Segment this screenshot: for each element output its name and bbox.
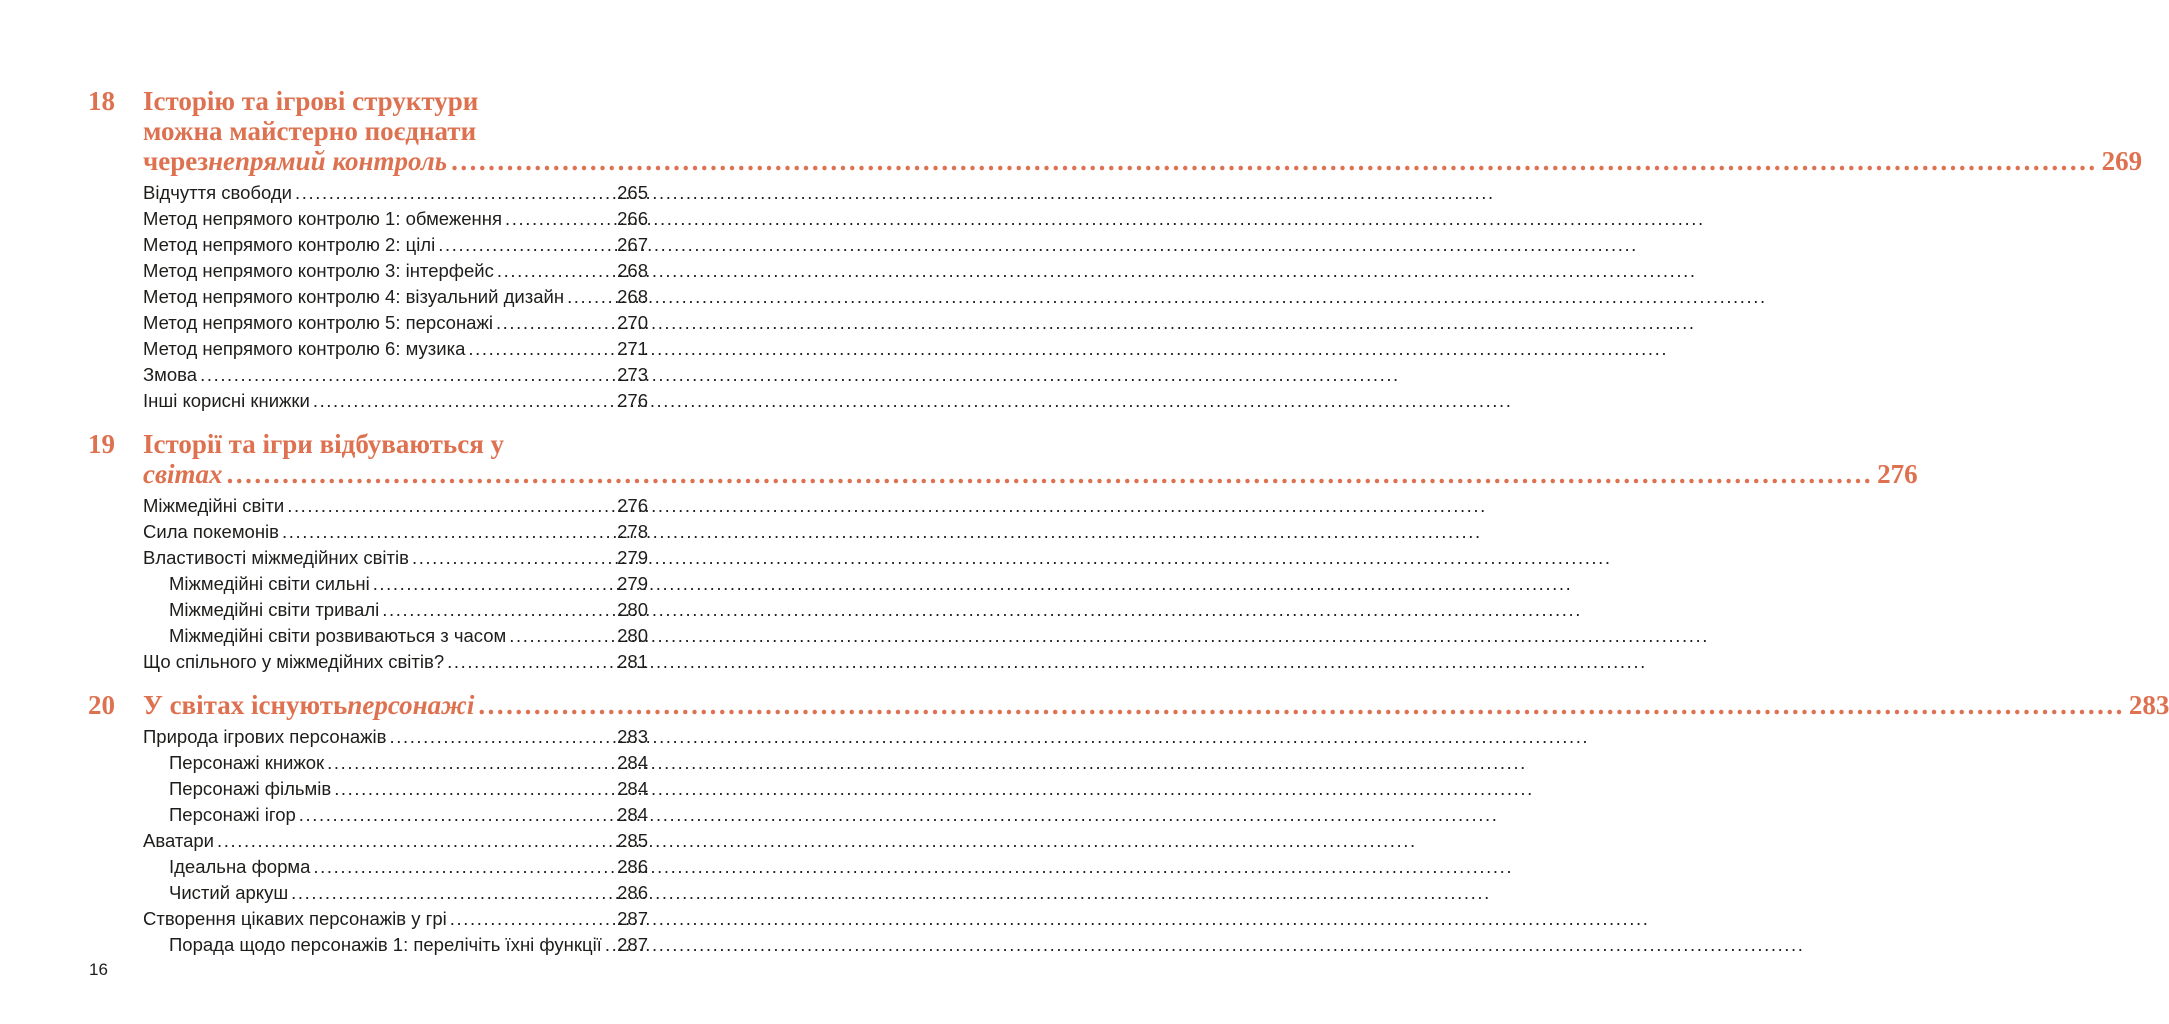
chapter-number: 19 [88, 429, 115, 459]
dot-leader [310, 854, 614, 880]
entry-page-number: 270 [617, 312, 648, 333]
toc-entry [143, 388, 648, 414]
toc-entry [143, 180, 648, 206]
entry-label: Інші корисні книжки [143, 390, 310, 411]
toc-entry [143, 310, 648, 336]
entry-page-number: 286 [617, 882, 648, 903]
toc-entry [143, 802, 648, 828]
dot-leader [288, 880, 614, 906]
entry-page-number: 278 [617, 521, 648, 542]
entry-label: Порада щодо персонажів 1: перелічіть їхні функції [169, 934, 602, 955]
dot-leader [502, 206, 614, 232]
toc-entry-list [143, 180, 648, 414]
entry-page-number: 286 [617, 856, 648, 877]
entry-label: Чистий аркуш [169, 882, 289, 903]
toc-entry [143, 724, 648, 750]
toc-entry [143, 232, 648, 258]
entry-page-number: 268 [617, 260, 648, 281]
chapter-heading [88, 86, 2143, 176]
entry-label: Аватари [143, 830, 215, 851]
entry-page-number: 276 [617, 495, 648, 516]
entry-page-number: 280 [617, 599, 648, 620]
entry-label: Ідеальна форма [169, 856, 311, 877]
toc-entry [143, 906, 648, 932]
entry-page-number: 287 [617, 908, 648, 929]
entry-page-number: 285 [617, 830, 648, 851]
chapter-heading [88, 429, 1918, 489]
toc-chapter [88, 86, 2143, 414]
dot-leader [292, 180, 614, 206]
entry-label: Міжмедійні світи [143, 495, 285, 516]
dot-leader [386, 724, 614, 750]
entry-label: Відчуття свободи [143, 182, 293, 203]
entry-label: Змова [143, 364, 198, 385]
chapter-title-line [143, 116, 2142, 146]
title-part: через [143, 146, 209, 176]
entry-label: Метод непрямого контролю 6: музика [143, 338, 466, 359]
toc-entry [143, 493, 648, 519]
title-part-italic: персонажі [347, 690, 475, 720]
entry-page-number: 267 [617, 234, 648, 255]
entry-page-number: 280 [617, 625, 648, 646]
title-part: У світах існують [143, 690, 348, 720]
entry-label: Метод непрямого контролю 4: візуальний дизайн [143, 286, 565, 307]
dot-leader [506, 623, 614, 649]
entry-label: Персонажі ігор [169, 804, 296, 825]
dot-leader [493, 310, 614, 336]
dot-leader [296, 802, 614, 828]
toc-entry [143, 932, 648, 958]
entry-page-number: 284 [617, 804, 648, 825]
entry-page-number: 279 [617, 547, 648, 568]
entry-label: Метод непрямого контролю 5: персонажі [143, 312, 493, 333]
entry-page-number: 266 [617, 208, 648, 229]
title-part-italic: світах [143, 459, 223, 489]
dot-leader [474, 690, 2125, 720]
chapter-title-line [143, 690, 2169, 720]
toc-entry [143, 854, 648, 880]
entry-page-number: 276 [617, 390, 648, 411]
toc-entry [143, 828, 648, 854]
chapter-heading [88, 690, 2169, 720]
entry-page-number: 268 [617, 286, 648, 307]
chapter-title-line [143, 86, 2142, 116]
entry-label: Метод непрямого контролю 2: цілі [143, 234, 436, 255]
entry-label: Персонажі книжок [169, 752, 325, 773]
entry-page-number: 284 [617, 778, 648, 799]
dot-leader [331, 776, 614, 802]
toc-chapter [88, 690, 2169, 958]
toc-chapter [88, 429, 1918, 675]
chapter-title-line [143, 459, 1918, 489]
toc-chapters [88, 86, 2169, 973]
toc-entry [143, 545, 648, 571]
dot-leader [447, 906, 614, 932]
title-part: Історії та ігри відбуваються у [143, 429, 505, 459]
toc-entry [143, 571, 648, 597]
entry-page-number: 279 [617, 573, 648, 594]
chapter-title-line [143, 146, 2142, 176]
title-part: можна майстерно поєднати [143, 116, 477, 146]
dot-leader [197, 362, 614, 388]
title-part: Історію та ігрові структури [143, 86, 479, 116]
title-part-italic: непрямий контроль [208, 146, 448, 176]
entry-label: Створення цікавих персонажів у грі [143, 908, 447, 929]
dot-leader [494, 258, 614, 284]
chapter-page-number: 269 [2101, 146, 2143, 176]
dot-leader [310, 388, 614, 414]
entry-page-number: 283 [617, 726, 648, 747]
folio-page-number: 16 [89, 960, 108, 979]
dot-leader [447, 146, 2098, 176]
chapter-title [143, 86, 2142, 176]
entry-label: Природа ігрових персонажів [143, 726, 387, 747]
entry-page-number: 265 [617, 182, 648, 203]
dot-leader [324, 750, 614, 776]
entry-page-number: 287 [617, 934, 648, 955]
chapter-number: 18 [88, 86, 115, 116]
entry-label: Метод непрямого контролю 1: обмеження [143, 208, 502, 229]
dot-leader [223, 459, 1874, 489]
dot-leader [379, 597, 614, 623]
entry-label: Властивості міжмедійних світів [143, 547, 409, 568]
toc-entry [143, 258, 648, 284]
chapter-page-number: 276 [1877, 459, 1918, 489]
toc-entry-list [143, 493, 648, 675]
chapter-title [143, 690, 2169, 720]
entry-label: Міжмедійні світи сильні [169, 573, 370, 594]
toc-entry [143, 649, 648, 675]
chapter-number: 20 [88, 690, 115, 720]
dot-leader [284, 493, 614, 519]
entry-page-number: 281 [617, 651, 648, 672]
toc-entry [143, 880, 648, 906]
chapter-title [143, 429, 1918, 489]
dot-leader [444, 649, 614, 675]
chapter-page-number: 283 [2128, 690, 2169, 720]
entry-label: Міжмедійні світи тривалі [169, 599, 380, 620]
toc-entry [143, 362, 648, 388]
dot-leader [370, 571, 614, 597]
dot-leader [465, 336, 614, 362]
entry-label: Персонажі фільмів [169, 778, 332, 799]
dot-leader [564, 284, 614, 310]
toc-entry [143, 776, 648, 802]
dot-leader [279, 519, 614, 545]
dot-leader [214, 828, 614, 854]
toc-entry [143, 519, 648, 545]
dot-leader [602, 932, 614, 958]
toc-entry [143, 597, 648, 623]
entry-label: Що спільного у міжмедійних світів? [143, 651, 445, 672]
dot-leader [409, 545, 614, 571]
toc-entry [143, 750, 648, 776]
entry-page-number: 273 [617, 364, 648, 385]
entry-page-number: 271 [617, 338, 648, 359]
toc-entry-list [143, 724, 648, 958]
entry-page-number: 284 [617, 752, 648, 773]
entry-label: Міжмедійні світи розвиваються з часом [169, 625, 507, 646]
folio [89, 960, 108, 980]
entry-label: Сила покемонів [143, 521, 279, 542]
dot-leader [435, 232, 614, 258]
toc-entry [143, 336, 648, 362]
toc-entry [143, 623, 648, 649]
toc-entry [143, 284, 648, 310]
entry-label: Метод непрямого контролю 3: інтерфейс [143, 260, 494, 281]
chapter-title-line [143, 429, 1918, 459]
toc-entry [143, 206, 648, 232]
